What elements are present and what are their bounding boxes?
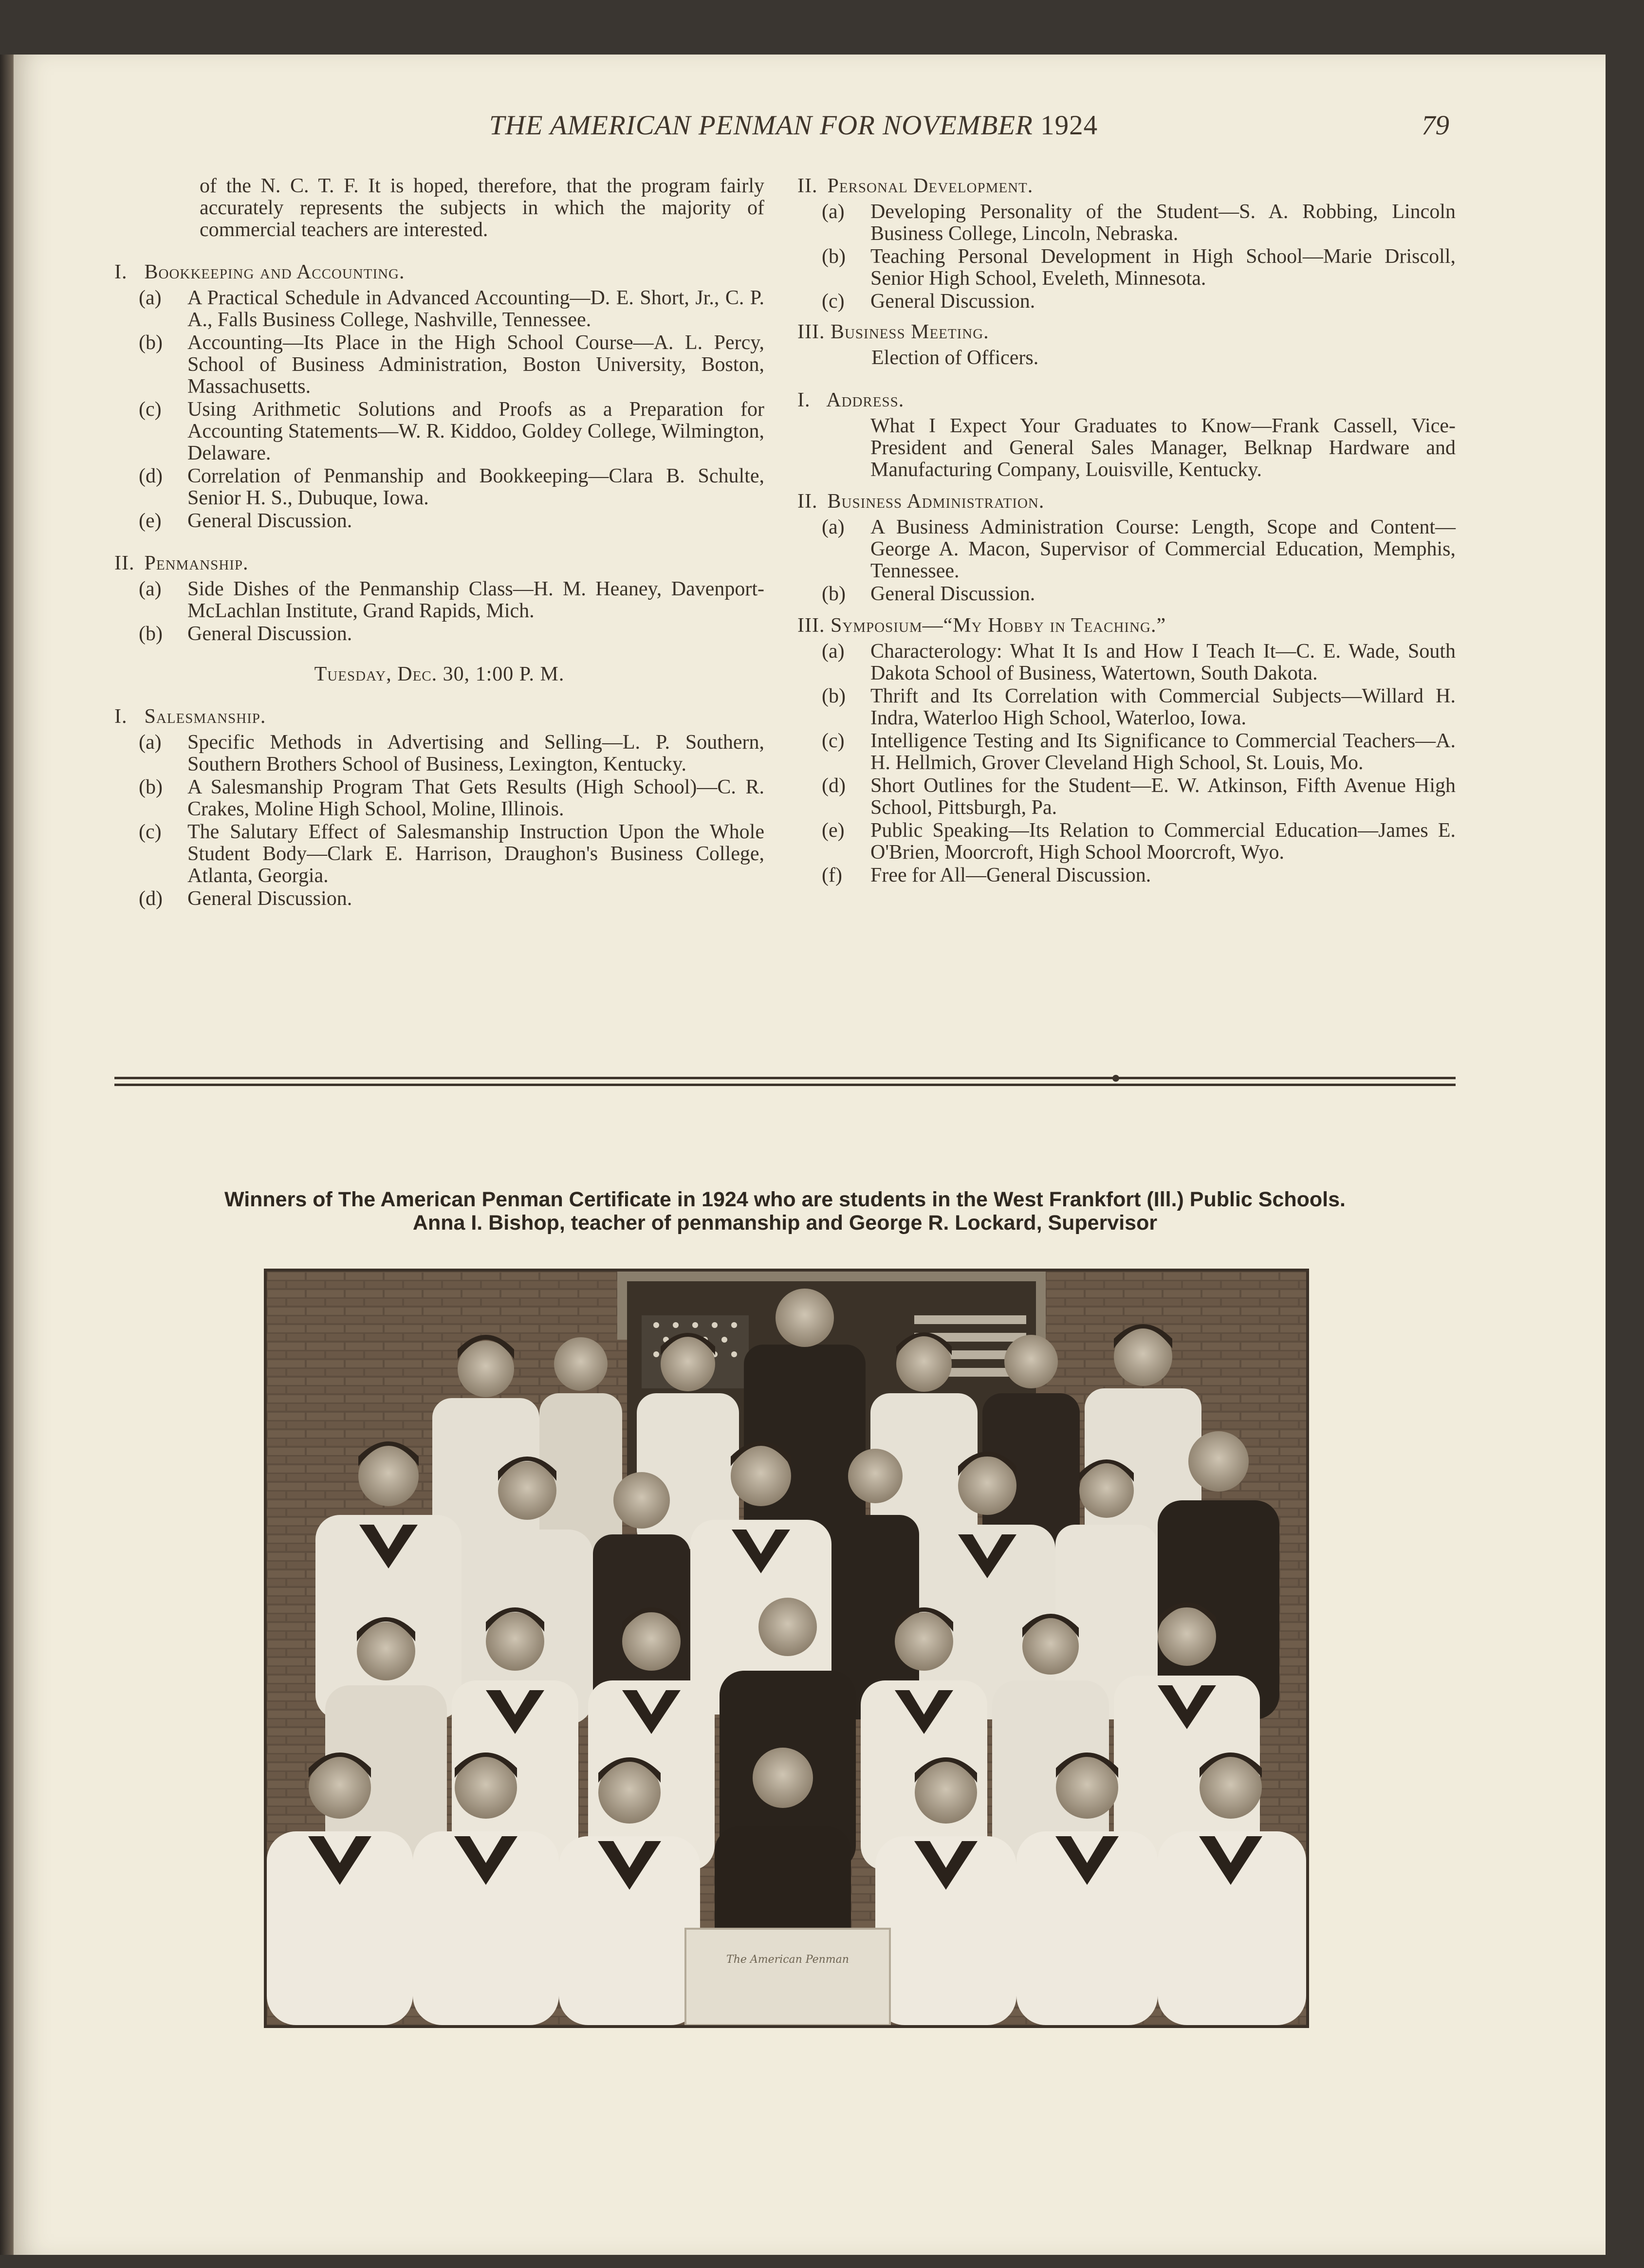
section-bookkeeping [114, 261, 764, 532]
program-item: (d) General Discussion. [139, 887, 352, 910]
program-item: (b) Accounting—Its Place in the High School Course—A. L. Percy, School of Business Administration, Boston University, Boston, Massachusetts. [139, 332, 764, 398]
section-personal-development [797, 175, 1456, 313]
program-item: (e) Public Speaking—Its Relation to Commercial Education—James E. O'Brien, Moorcroft, High School Moorcroft, Wyo. [822, 819, 1456, 864]
program-item: (b) Teaching Personal Development in High School—Marie Driscoll, Senior High School, Eveleth, Minnesota. [822, 245, 1456, 290]
section-symposium [797, 615, 1456, 886]
program-item: (c) General Discussion. [822, 290, 1035, 313]
section-business-administration [797, 491, 1456, 605]
program-item: (a) A Business Administration Course: Length, Scope and Content—George A. Macon, Supervisor of Commercial Education, Memphis, Tennessee. [822, 516, 1456, 582]
session-heading: Tuesday, Dec. 30, 1:00 P. M. [314, 663, 565, 685]
program-item: (c) Intelligence Testing and Its Significance to Commercial Teachers—A. H. Hellmich, Grover Cleveland High School, St. Louis, Mo. [822, 730, 1456, 774]
divider-rule [114, 1084, 1456, 1086]
page-number: 79 [1422, 110, 1449, 141]
running-head-year: 1924 [1040, 110, 1098, 141]
intro-paragraph: of the N. C. T. F. It is hoped, therefore, that the program fairly accurately represents the subjects in which the majority of commercial teachers are interested. [200, 175, 764, 241]
program-item: (c) The Salutary Effect of Salesmanship Instruction Upon the Whole Student Body—Clark E. Harrison, Draughon's Business College, Atlanta, Georgia. [139, 821, 764, 887]
program-item: (a) Characterology: What It Is and How I Teach It—C. E. Wade, South Dakota School of Business, Watertown, South Dakota. [822, 640, 1456, 684]
section-heading: I. Bookkeeping and Accounting. [114, 261, 405, 283]
program-item: (c) Using Arithmetic Solutions and Proofs as a Preparation for Accounting Statements—W. R. Kiddoo, Goldey College, Wilmington, Delaware. [139, 398, 764, 464]
section-heading: II. Penmanship. [114, 552, 249, 574]
right-column [797, 175, 1456, 887]
group-photograph [264, 1269, 1309, 2028]
program-item: (b) General Discussion. [139, 623, 352, 645]
business-meeting-line: Election of Officers. [871, 347, 1039, 369]
program-item: (d) Correlation of Penmanship and Bookkeeping—Clara B. Schulte, Senior H. S., Dubuque, Iowa. [139, 465, 764, 509]
program-item: (b) Thrift and Its Correlation with Commercial Subjects—Willard H. Indra, Waterloo High School, Waterloo, Iowa. [822, 685, 1456, 729]
section-heading: I. Address. [797, 389, 905, 411]
section-salesmanship [114, 706, 764, 910]
divider-rule [114, 1077, 1456, 1079]
address-text: What I Expect Your Graduates to Know—Frank Cassell, Vice-President and General Sales Manager, Belknap Hardware and Manufacturing Company, Louisville, Kentucky. [870, 415, 1456, 481]
section-heading: III. Business Meeting. [797, 321, 989, 343]
section-business-meeting [797, 321, 1456, 369]
divider-ornament [1112, 1075, 1119, 1082]
photo-caption [114, 1188, 1456, 1235]
program-item: (e) General Discussion. [139, 510, 352, 532]
section-address [797, 389, 1456, 481]
running-head [438, 110, 1149, 141]
caption-line-2: Anna I. Bishop, teacher of penmanship and George R. Lockard, Supervisor [412, 1211, 1158, 1235]
group-photo-illustration [267, 1272, 1306, 2025]
program-item: (d) Short Outlines for the Student—E. W. Atkinson, Fifth Avenue High School, Pittsburgh, Pa. [822, 774, 1456, 819]
program-item: (a) Specific Methods in Advertising and Selling—L. P. Southern, Southern Brothers School of Business, Lexington, Kentucky. [139, 731, 764, 775]
program-item: (f) Free for All—General Discussion. [822, 864, 1151, 886]
program-item: (b) A Salesmanship Program That Gets Results (High School)—C. R. Crakes, Moline High School, Moline, Illinois. [139, 776, 764, 820]
section-heading: III. Symposium—“My Hobby in Teaching.” [797, 614, 1166, 637]
program-item: (a) Side Dishes of the Penmanship Class—H. M. Heaney, Davenport-McLachlan Institute, Grand Rapids, Mich. [139, 578, 764, 622]
program-item: (a) A Practical Schedule in Advanced Accounting—D. E. Short, Jr., C. P. A., Falls Business College, Nashville, Tennessee. [139, 287, 764, 331]
certificate-lettering: The American Penman [726, 1954, 849, 1966]
section-heading: II. Personal Development. [797, 175, 1034, 197]
section-penmanship [114, 553, 764, 645]
left-column [114, 175, 764, 911]
caption-line-1: Winners of The American Penman Certificate in 1924 who are students in the West Frankfort (Ill.) Public Schools. [224, 1188, 1346, 1211]
program-item: (a) Developing Personality of the Student—S. A. Robbing, Lincoln Business College, Lincoln, Nebraska. [822, 201, 1456, 245]
section-heading: I. Salesmanship. [114, 705, 266, 728]
running-head-title: THE AMERICAN PENMAN FOR NOVEMBER [489, 110, 1033, 141]
program-item: (b) General Discussion. [822, 583, 1035, 605]
section-heading: II. Business Administration. [797, 490, 1045, 513]
